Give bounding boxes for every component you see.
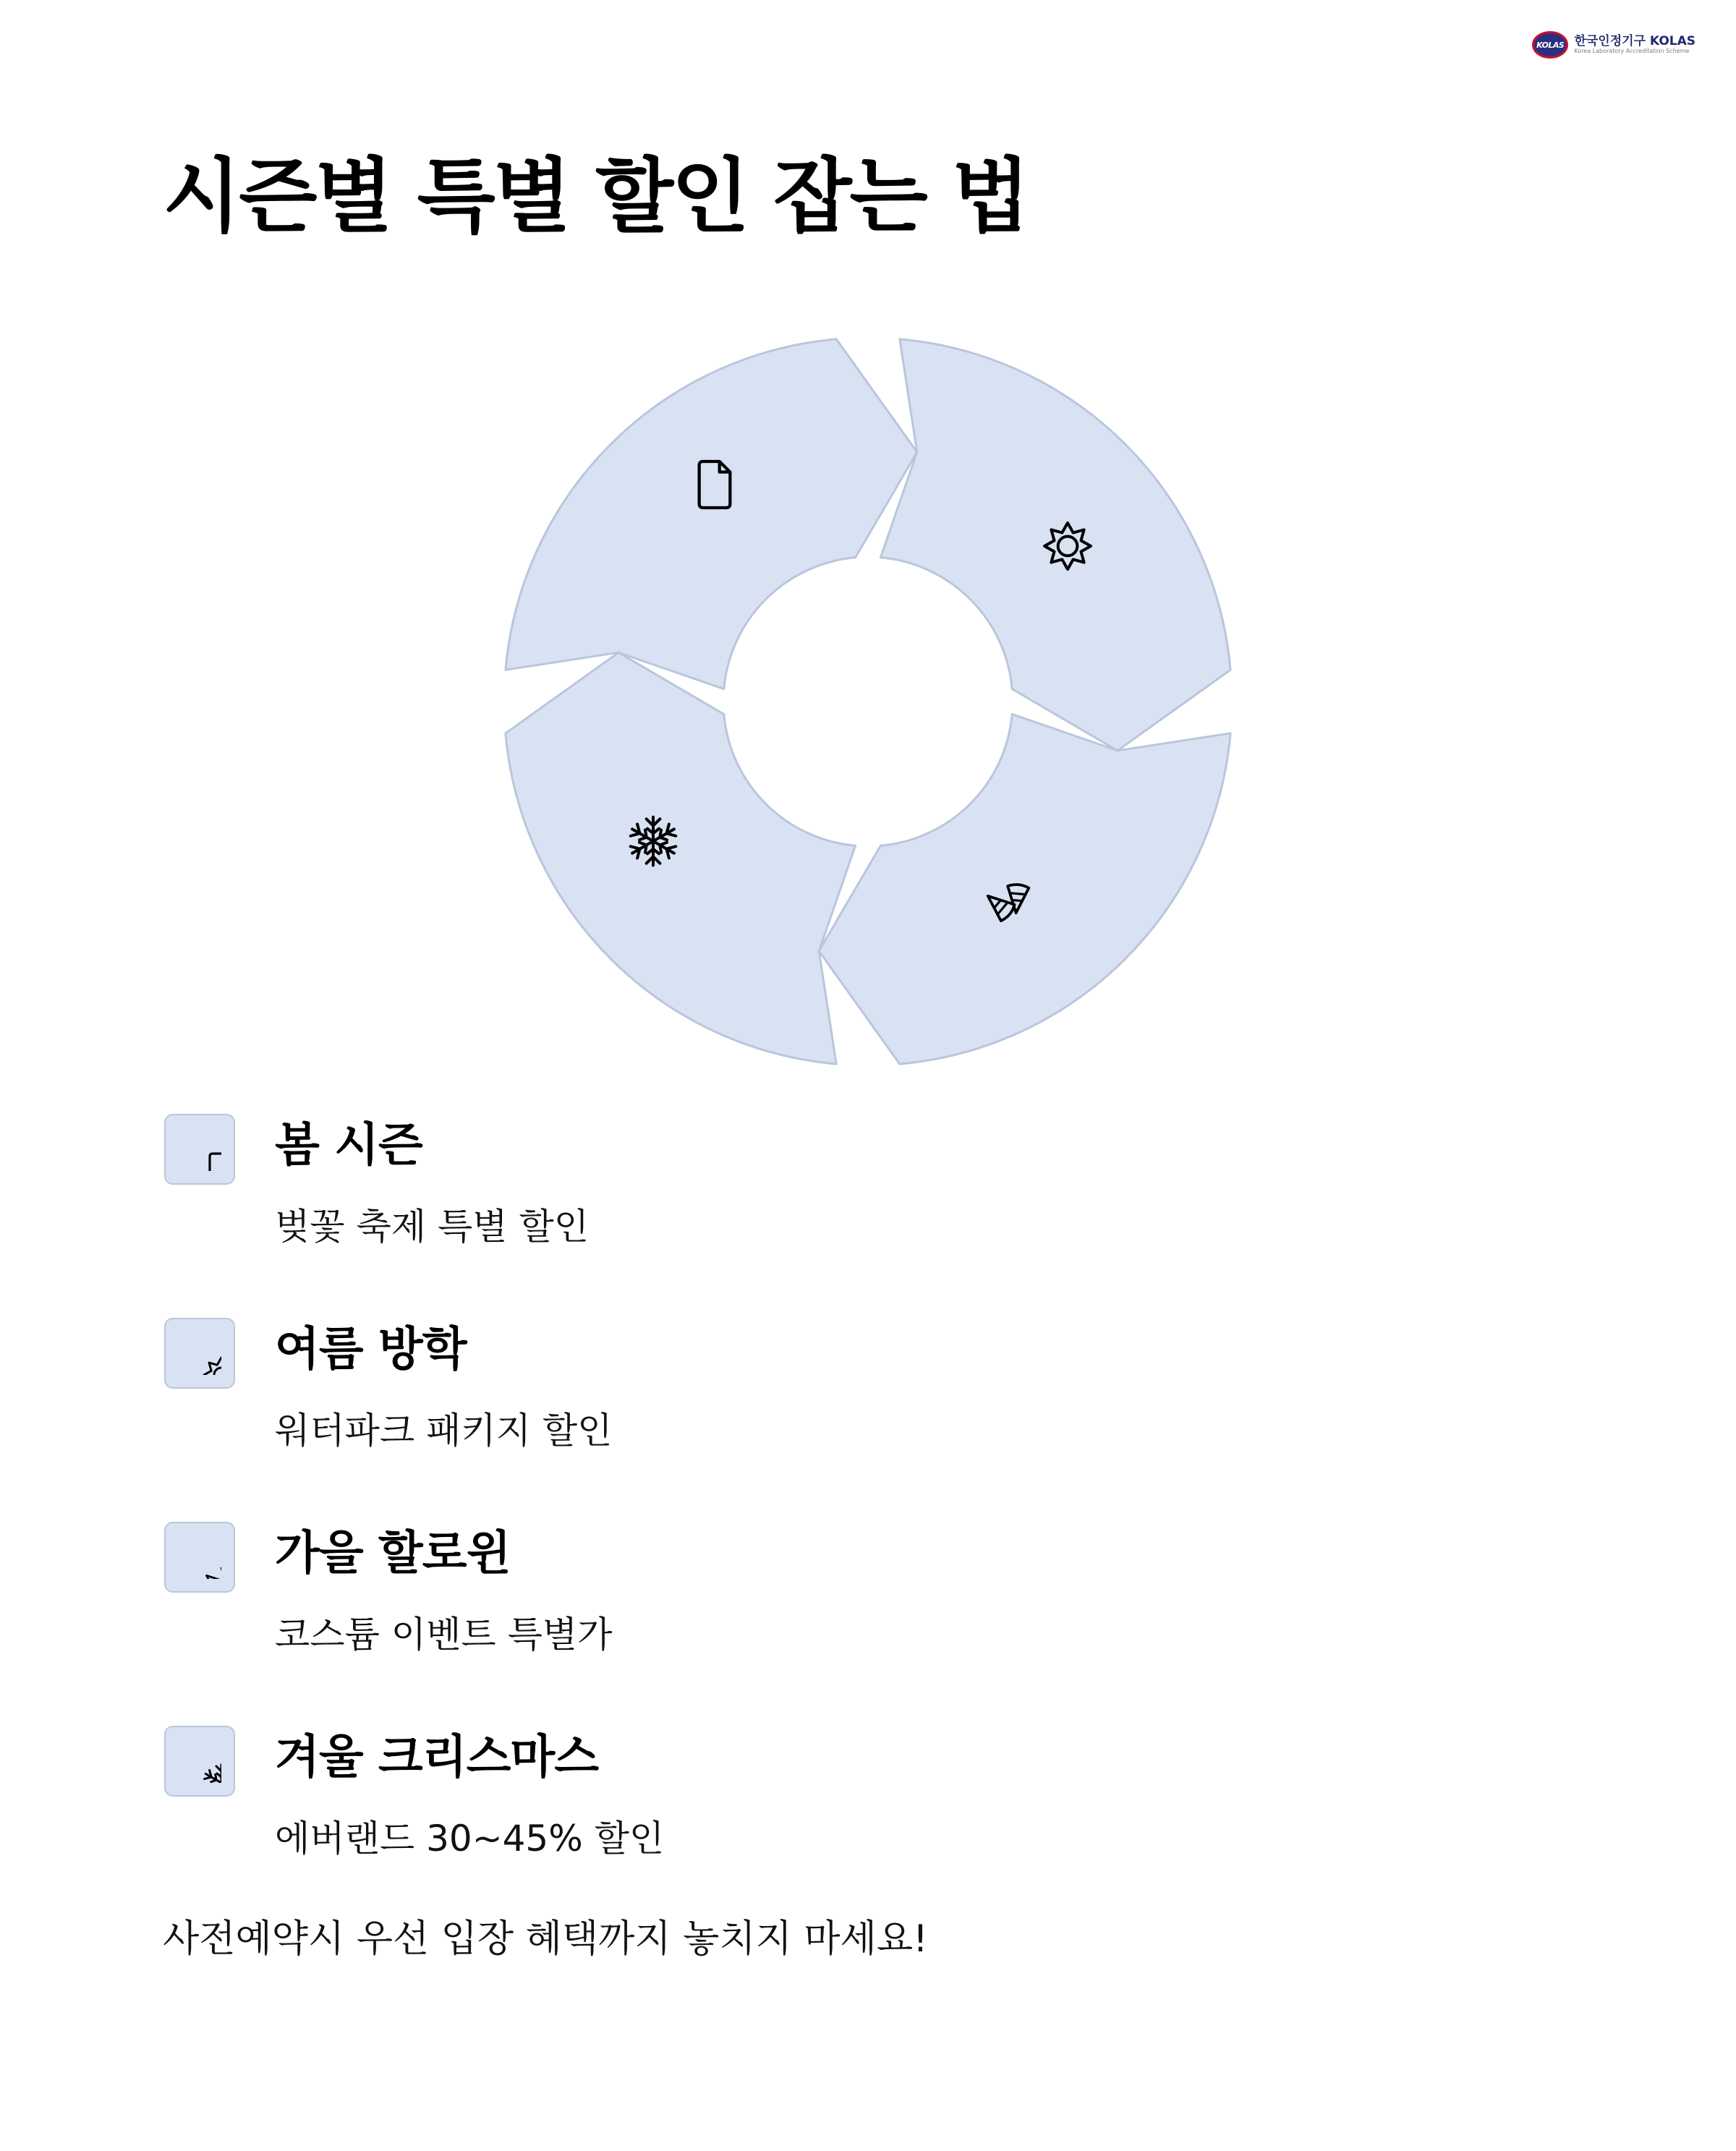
season-item-spring (163, 1114, 1537, 1318)
cycle-segment-autumn (819, 714, 1230, 1064)
season-title: 겨울 크리스마스 (275, 1731, 599, 1784)
logo-emblem: KOLAS (1532, 31, 1568, 59)
season-badge (164, 1114, 235, 1185)
season-list (163, 1114, 1537, 1930)
cycle-segment-summer (880, 339, 1230, 751)
season-desc: 코스튬 이벤트 특별가 (275, 1614, 613, 1656)
season-title: 여름 방학 (275, 1323, 467, 1376)
season-desc: 워터파크 패키지 할인 (275, 1410, 613, 1452)
footer-note: 사전예약시 우선 입장 혜택까지 놓치지 마세요! (163, 1917, 928, 1961)
sun-icon (178, 1332, 221, 1375)
season-item-autumn (163, 1522, 1537, 1726)
season-desc: 에버랜드 30~45% 할인 (275, 1818, 665, 1860)
snowflake-icon (178, 1739, 221, 1783)
logo-subtitle: Korea Laboratory Accreditation Scheme (1574, 47, 1690, 54)
season-item-summer (163, 1318, 1537, 1522)
season-desc: 벚꽃 축제 특별 할인 (275, 1206, 590, 1248)
page-title: 시즌별 특별 할인 잡는 법 (163, 150, 1028, 244)
document-icon (178, 1128, 221, 1171)
season-title: 가을 할로윈 (275, 1527, 511, 1580)
season-badge (164, 1522, 235, 1593)
season-title: 봄 시즌 (275, 1119, 422, 1172)
season-badge (164, 1726, 235, 1797)
season-badge (164, 1318, 235, 1389)
season-item-winter (163, 1726, 1537, 1930)
cycle-segment-spring (506, 339, 917, 689)
candy-corn-icon (178, 1535, 221, 1579)
cycle-segment-winter (506, 652, 856, 1064)
logo-name: 한국인정기구 KOLAS (1574, 33, 1695, 48)
